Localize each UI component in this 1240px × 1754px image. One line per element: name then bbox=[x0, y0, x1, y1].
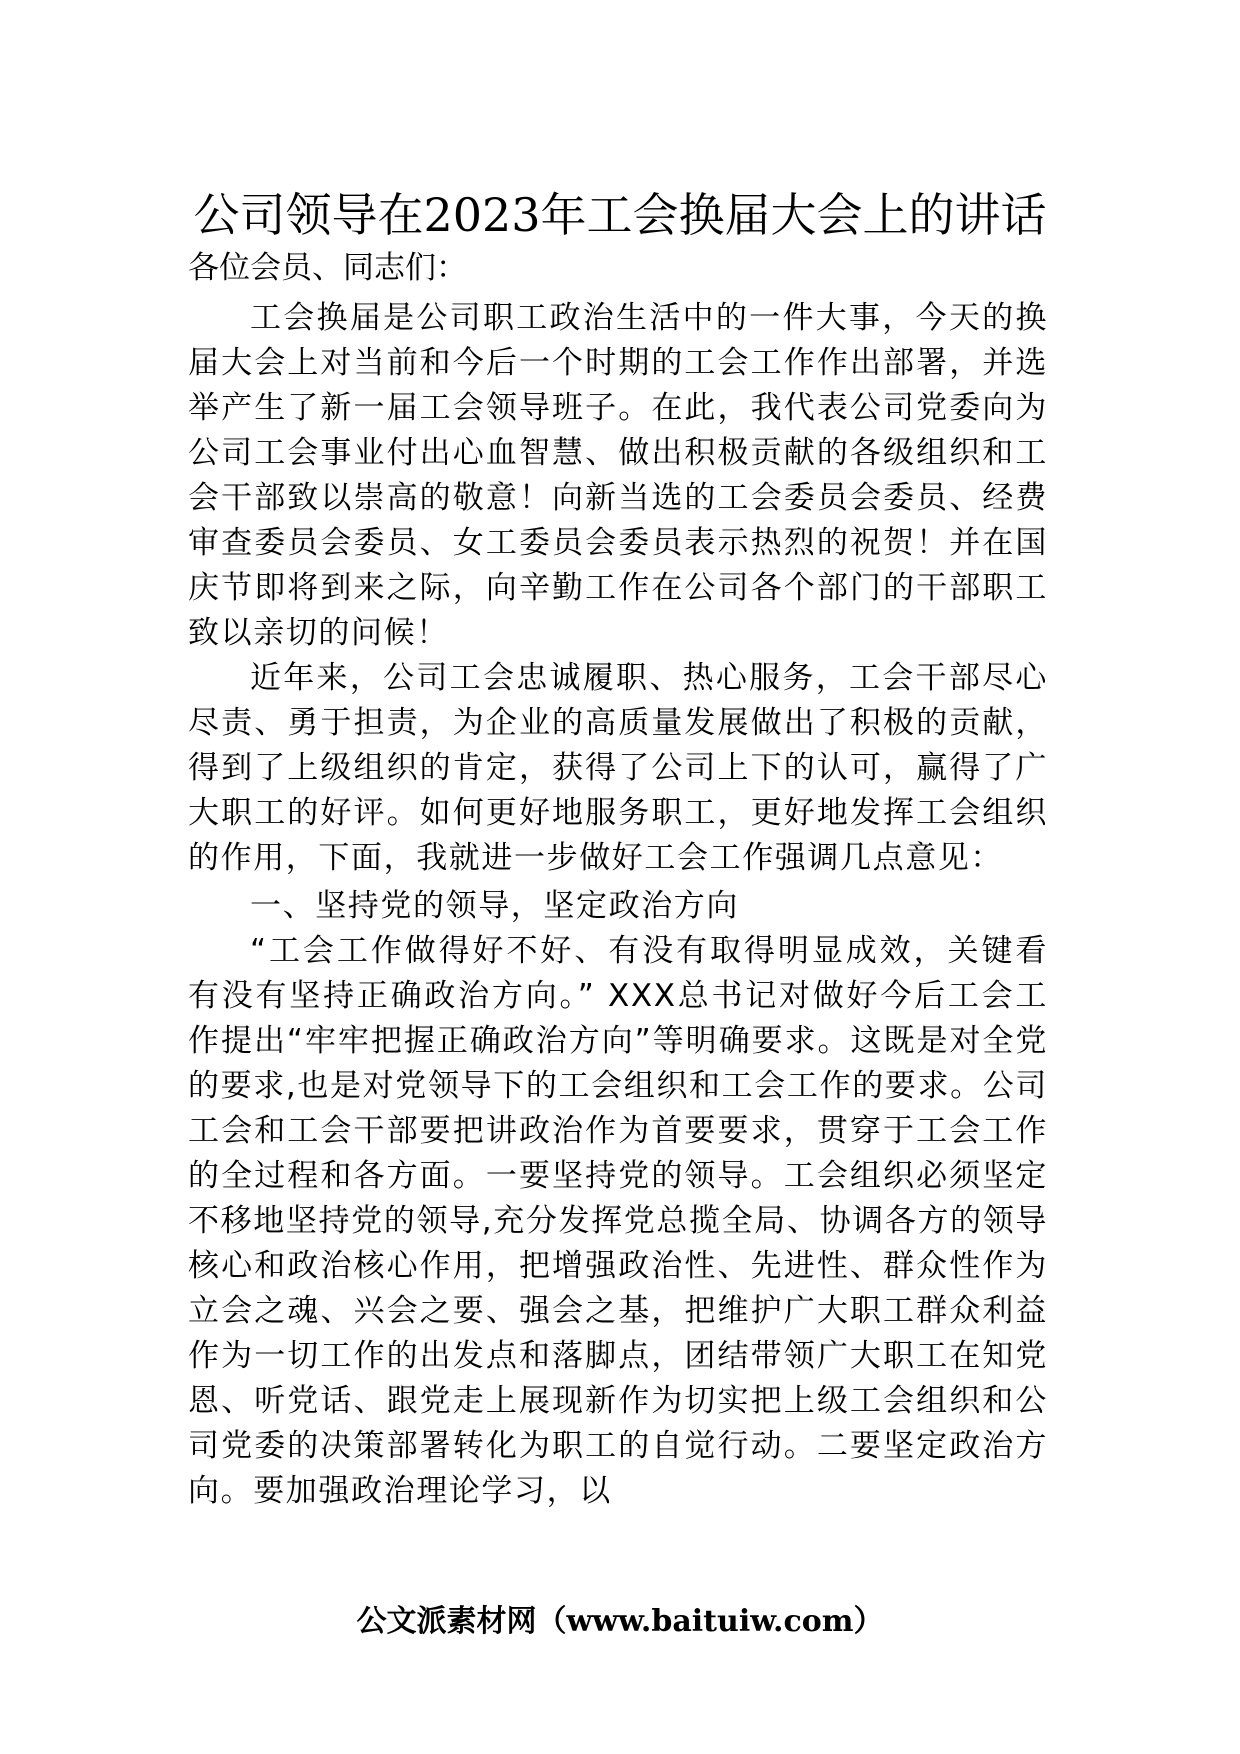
paragraph-opening: 工会换届是公司职工政治生活中的一件大事，今天的换届大会上对当前和今后一个时期的工会工作作出部署，并选举产生了新一届工会领导班子。在此，我代表公司党委向为公司工会事业付出心血智慧、做出积极贡献的各级组织和工会干部致以崇高的敬意！向新当选的工会委员会委员、经费审查委员会委员、女工委员会委员表示热烈的祝贺！并在国庆节即将到来之际，向辛勤工作在公司各个部门的干部职工致以亲切的问候！ bbox=[188, 300, 1048, 651]
footer-watermark: 公文派素材网（www.baituiw.com） bbox=[356, 1604, 884, 1639]
document-title: 公司领导在2023年工会换届大会上的讲话 bbox=[193, 188, 1047, 242]
document-body bbox=[188, 246, 1048, 1514]
section-heading: 一、坚持党的领导，坚定政治方向 bbox=[250, 888, 739, 924]
paragraph-review: 近年来，公司工会忠诚履职、热心服务，工会干部尽心尽责、勇于担责，为企业的高质量发展做出了积极的贡献，得到了上级组织的肯定，获得了公司上下的认可，赢得了广大职工的好评。如何更好地服务职工，更好地发挥工会组织的作用，下面，我就进一步做好工会工作强调几点意见： bbox=[188, 660, 1048, 876]
salutation: 各位会员、同志们： bbox=[188, 250, 467, 286]
paragraph-section-one: “工会工作做得好不好、有没有取得明显成效，关键看有没有坚持正确政治方向。” XXX总书记对做好今后工会工作提出“牢牢把握正确政治方向”等明确要求。这既是对全党的要求,也是对党领导下的工会组织和工会工作的要求。公司工会和工会干部要把讲政治作为首要要求，贯穿于工会工作的全过程和各方面。一要坚持党的领导。工会组织必须坚定不移地坚持党的领导,充分发挥党总揽全局、协调各方的领导核心和政治核心作用，把增强政治性、先进性、群众性作为立会之魂、兴会之要、强会之基，把维护广大职工群众利益作为一切工作的出发点和落脚点，团结带领广大职工在知党恩、听党话、跟党走上展现新作为切实把上级工会组织和公司党委的决策部署转化为职工的自觉行动。二要坚定政治方向。要加强政治理论学习，以 bbox=[188, 933, 1048, 1509]
